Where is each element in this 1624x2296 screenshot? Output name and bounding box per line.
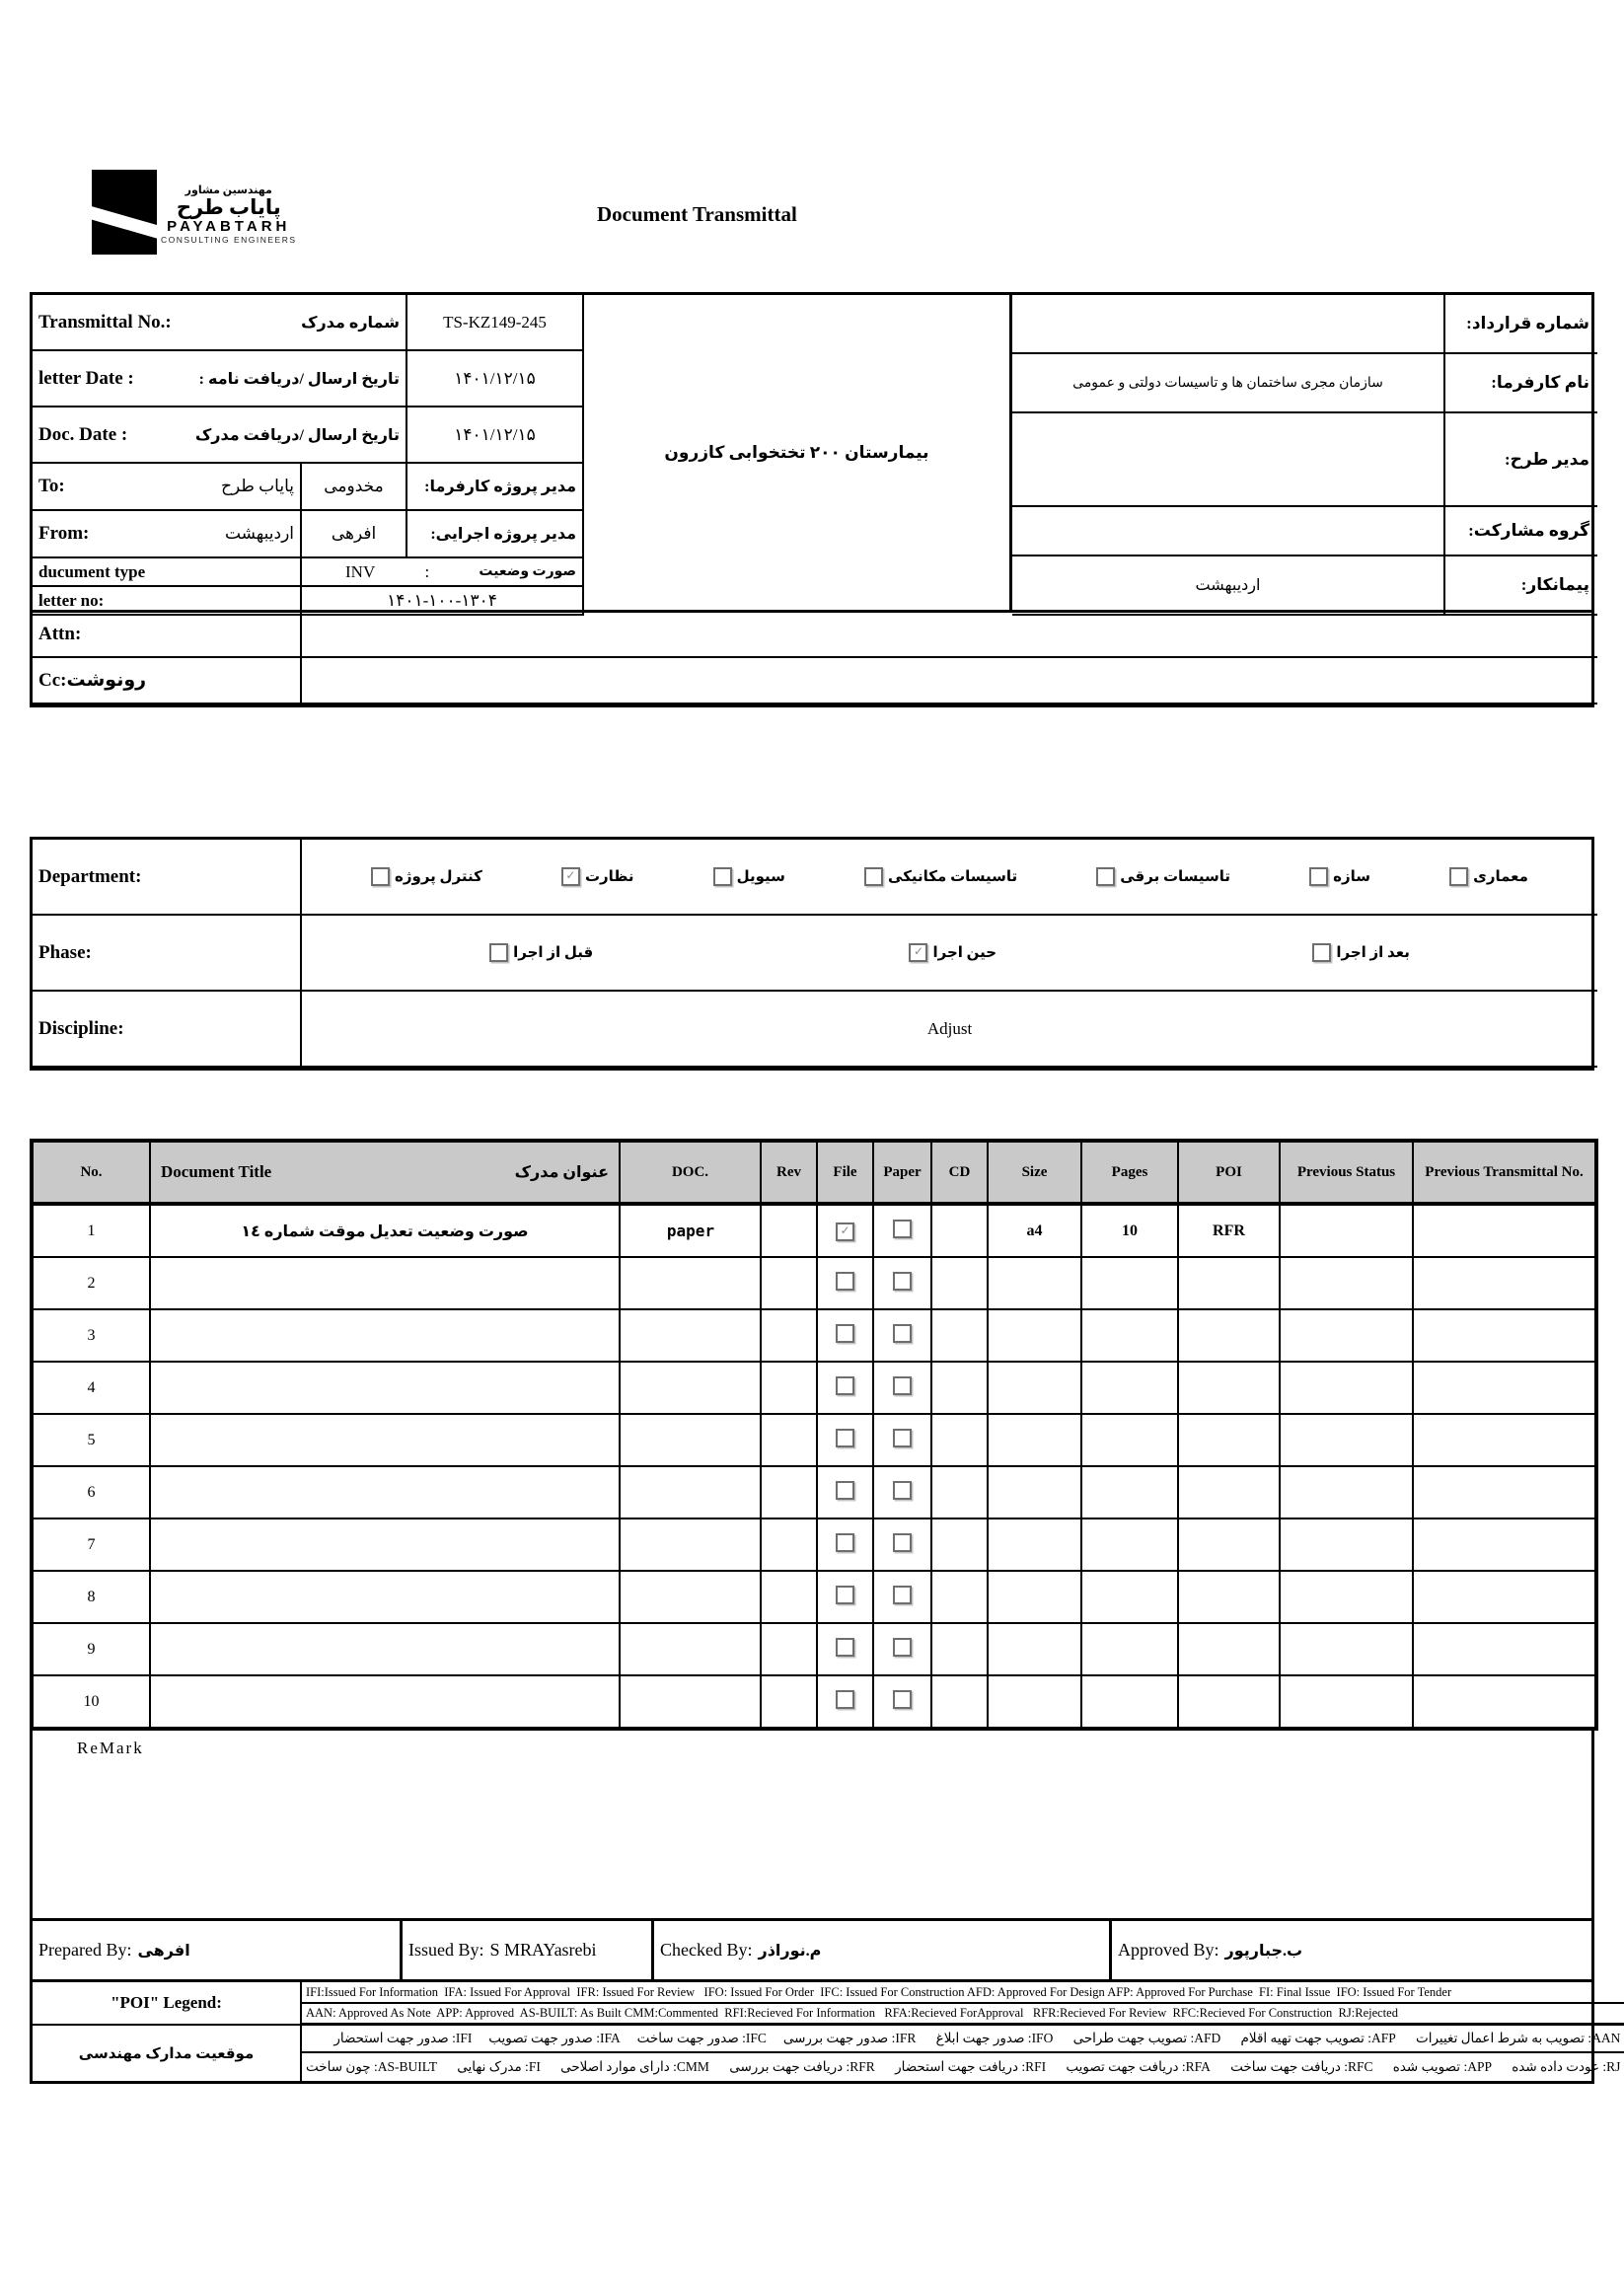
cell-poi bbox=[1178, 1257, 1280, 1309]
logo-fa-tagline: مهندسین مشاور bbox=[185, 185, 272, 196]
cell-title: صورت وضعیت تعدیل موقت شماره ١٤ bbox=[150, 1204, 620, 1257]
approved-by-value: ب.جبارپور bbox=[1224, 1942, 1303, 1960]
to-label: To: bbox=[38, 476, 65, 496]
cell-size bbox=[988, 1518, 1081, 1571]
cell-rev bbox=[761, 1571, 817, 1623]
paper-checkbox[interactable] bbox=[893, 1324, 912, 1343]
cell-title bbox=[150, 1362, 620, 1414]
checked-by-label: Checked By: bbox=[660, 1940, 753, 1960]
phase-option bbox=[489, 943, 593, 962]
cell-cd bbox=[931, 1571, 988, 1623]
cell-title bbox=[150, 1309, 620, 1362]
cell-doc bbox=[620, 1466, 761, 1518]
transmittal-no-label-cell bbox=[33, 295, 407, 351]
poi-legend-en-line2: AAN: Approved As Note APP: Approved AS-BUILT: As Built CMM:Commented RFI:Recieved For Information RFA:Recieved ForApproval RFR:Recieved For Review RFC:Recieved For Construction RJ:Rejected bbox=[302, 2004, 1624, 2026]
doc-date-label: Doc. Date : bbox=[38, 423, 128, 445]
from-person: افرهی bbox=[302, 511, 407, 558]
letter-date-label-fa: تاریخ ارسال /دریافت نامه : bbox=[198, 370, 400, 388]
file-checkbox[interactable] bbox=[836, 1481, 854, 1500]
client-name-value: سازمان مجری ساختمان ها و تاسیسات دولتی و عمومی bbox=[1012, 354, 1443, 413]
paper-checkbox[interactable] bbox=[893, 1272, 912, 1291]
document-row bbox=[32, 1204, 1596, 1257]
department-option-label: تاسیسات مکانیکی bbox=[888, 869, 1018, 885]
cell-poi bbox=[1178, 1309, 1280, 1362]
cell-poi bbox=[1178, 1466, 1280, 1518]
letter-no-value: ۱۴۰۱-۱۰۰-۱۳۰۴ bbox=[387, 590, 497, 610]
discipline-value: Adjust bbox=[926, 1018, 973, 1038]
cell-size: a4 bbox=[988, 1204, 1081, 1257]
approved-by-cell bbox=[1112, 1921, 1591, 1979]
cell-doc bbox=[620, 1362, 761, 1414]
cell-no: 3 bbox=[32, 1309, 150, 1362]
cell-size bbox=[988, 1675, 1081, 1729]
file-checkbox[interactable] bbox=[836, 1533, 854, 1552]
contract-no-value[interactable] bbox=[1012, 295, 1443, 354]
paper-checkbox[interactable] bbox=[893, 1690, 912, 1709]
letter-date-label-cell bbox=[33, 351, 407, 407]
document-table-header-row bbox=[32, 1141, 1596, 1204]
phase-option-label: قبل از اجرا bbox=[513, 945, 594, 961]
logo-fa-name: پایاب طرح bbox=[176, 195, 281, 219]
paper-checkbox[interactable] bbox=[893, 1220, 912, 1238]
doc-date-label-fa: تاریخ ارسال /دریافت مدرک bbox=[194, 426, 400, 444]
cell-prev-status bbox=[1280, 1623, 1413, 1675]
department-option bbox=[713, 867, 785, 886]
cell-prev-status bbox=[1280, 1675, 1413, 1729]
cell-pages bbox=[1081, 1518, 1178, 1571]
cell-no: 2 bbox=[32, 1257, 150, 1309]
checked-by-value: م.نوراذر bbox=[758, 1942, 822, 1960]
document-row bbox=[32, 1675, 1596, 1729]
cell-no: 8 bbox=[32, 1571, 150, 1623]
cell-pages bbox=[1081, 1623, 1178, 1675]
cell-no: 7 bbox=[32, 1518, 150, 1571]
department-options bbox=[302, 840, 1597, 916]
paper-checkbox[interactable] bbox=[893, 1533, 912, 1552]
cell-prev-transmittal bbox=[1413, 1571, 1596, 1623]
cell-poi bbox=[1178, 1518, 1280, 1571]
phase-options bbox=[302, 916, 1597, 992]
letter-no-label-cell bbox=[33, 587, 302, 616]
poi-legend-label-fa: موقعیت مدارک مهندسی bbox=[78, 2045, 255, 2062]
col-header-title bbox=[150, 1141, 620, 1204]
cc-value[interactable] bbox=[302, 658, 1597, 704]
department-checkbox[interactable] bbox=[1309, 867, 1328, 886]
department-option bbox=[561, 867, 634, 886]
poi-legend-fa-line1: AAN: تصویب به شرط اعمال تغییرات AFP: تصویب جهت تهیه اقلام AFD: تصویب جهت طراحی IFO: صدور جهت ابلاغ IFR: صدور جهت بررسی IFC: صدور جهت ساخت IFA: صدور جهت تصویب IFI: صدور جهت استحضار bbox=[302, 2026, 1624, 2053]
paper-checkbox[interactable] bbox=[893, 1586, 912, 1604]
cell-prev-status bbox=[1280, 1518, 1413, 1571]
cell-prev-status bbox=[1280, 1414, 1413, 1466]
col-header-doc: DOC. bbox=[620, 1141, 761, 1204]
cell-rev bbox=[761, 1623, 817, 1675]
department-option-label: تاسیسات برقی bbox=[1120, 869, 1231, 885]
prepared-by-cell bbox=[33, 1921, 403, 1979]
contractor-label: پیمانکار: bbox=[1443, 556, 1597, 616]
cell-doc bbox=[620, 1309, 761, 1362]
document-row bbox=[32, 1623, 1596, 1675]
transmittal-no-label: Transmittal No.: bbox=[38, 311, 172, 333]
file-checkbox[interactable] bbox=[836, 1429, 854, 1447]
col-header-title-en: Document Title bbox=[161, 1162, 272, 1181]
cell-size bbox=[988, 1309, 1081, 1362]
cell-doc: paper bbox=[620, 1204, 761, 1257]
phase-option bbox=[1312, 943, 1409, 962]
cell-rev bbox=[761, 1204, 817, 1257]
phase-option-label: بعد از اجرا bbox=[1336, 945, 1410, 961]
header-table bbox=[30, 292, 1594, 613]
cell-cd bbox=[931, 1675, 988, 1729]
poi-legend-en-line1: IFI:Issued For Information IFA: Issued For Approval IFR: Issued For Review IFO: Issued For Order IFC: Issued For Construction AFD: Approved For Design AFP: Approved For Purchase FI: Final Issue IFO: Issued For Tender bbox=[302, 1982, 1624, 2004]
doc-table-body bbox=[32, 1204, 1596, 1729]
client-pm-label: مدیر پروژه کارفرما: bbox=[407, 464, 584, 511]
page-header bbox=[30, 0, 1594, 292]
cell-title bbox=[150, 1675, 620, 1729]
col-header-no: No. bbox=[32, 1141, 150, 1204]
cell-pages bbox=[1081, 1257, 1178, 1309]
document-row bbox=[32, 1518, 1596, 1571]
phase-checkbox[interactable] bbox=[1312, 943, 1331, 962]
doc-type-value: INV bbox=[345, 561, 376, 581]
project-name: بیمارستان ۲۰۰ تختخوابی کازرون bbox=[664, 442, 929, 462]
letter-date-label: letter Date : bbox=[38, 367, 134, 389]
cell-prev-status bbox=[1280, 1571, 1413, 1623]
cell-doc bbox=[620, 1675, 761, 1729]
cell-title bbox=[150, 1518, 620, 1571]
attn-label: Attn: bbox=[33, 613, 302, 658]
cell-cd bbox=[931, 1414, 988, 1466]
cell-size bbox=[988, 1257, 1081, 1309]
letter-date-value: ۱۴۰۱/۱۲/۱۵ bbox=[454, 368, 536, 388]
file-checkbox[interactable] bbox=[836, 1638, 854, 1657]
from-value: اردیبهشت bbox=[224, 524, 294, 543]
cell-cd bbox=[931, 1518, 988, 1571]
project-name-cell bbox=[584, 295, 1012, 610]
transmittal-no-value: TS-KZ149-245 bbox=[407, 295, 584, 351]
paper-checkbox[interactable] bbox=[893, 1429, 912, 1447]
col-header-rev: Rev bbox=[761, 1141, 817, 1204]
discipline-value-cell bbox=[302, 992, 1597, 1068]
to-cell bbox=[33, 464, 302, 511]
cell-poi bbox=[1178, 1675, 1280, 1729]
cell-rev bbox=[761, 1414, 817, 1466]
cell-cd bbox=[931, 1204, 988, 1257]
contractor-value: اردیبهشت bbox=[1012, 556, 1443, 616]
doc-type-value-cell bbox=[302, 558, 584, 587]
cell-poi bbox=[1178, 1362, 1280, 1414]
department-option bbox=[1096, 867, 1230, 886]
to-value: پایاب طرح bbox=[221, 477, 294, 495]
department-checkbox[interactable] bbox=[1449, 867, 1468, 886]
cell-pages bbox=[1081, 1309, 1178, 1362]
col-header-size: Size bbox=[988, 1141, 1081, 1204]
cell-prev-transmittal bbox=[1413, 1518, 1596, 1571]
col-header-pages: Pages bbox=[1081, 1141, 1178, 1204]
poi-legend-label: "POI" Legend: bbox=[33, 1982, 300, 2026]
document-row bbox=[32, 1466, 1596, 1518]
department-label: Department: bbox=[33, 840, 302, 916]
cell-prev-transmittal bbox=[1413, 1204, 1596, 1257]
cell-pages bbox=[1081, 1414, 1178, 1466]
cell-no: 5 bbox=[32, 1414, 150, 1466]
cell-prev-status bbox=[1280, 1309, 1413, 1362]
remark-area[interactable] bbox=[30, 1731, 1594, 1921]
classification-table bbox=[30, 837, 1594, 1071]
doc-type-label: ducument type bbox=[38, 561, 146, 581]
cell-no: 9 bbox=[32, 1623, 150, 1675]
doc-type-fa: صورت وضعیت bbox=[479, 564, 576, 579]
paper-checkbox[interactable] bbox=[893, 1638, 912, 1657]
cell-no: 4 bbox=[32, 1362, 150, 1414]
cell-cd bbox=[931, 1309, 988, 1362]
company-logo bbox=[92, 170, 297, 255]
cell-prev-status bbox=[1280, 1204, 1413, 1257]
cell-doc bbox=[620, 1414, 761, 1466]
doc-type-label-cell bbox=[33, 558, 302, 587]
col-header-poi: POI bbox=[1178, 1141, 1280, 1204]
poi-legend bbox=[30, 1982, 1621, 2084]
department-option-label: سیویل bbox=[736, 869, 785, 885]
department-option-label: نظارت bbox=[584, 869, 634, 885]
department-checkbox[interactable] bbox=[1096, 867, 1115, 886]
cell-prev-transmittal bbox=[1413, 1309, 1596, 1362]
partnership-group-value[interactable] bbox=[1012, 507, 1443, 556]
file-checkbox[interactable] bbox=[836, 1324, 854, 1343]
logo-company-name: PAYABTARH bbox=[167, 218, 291, 236]
remark-label: ReMark bbox=[77, 1739, 144, 1757]
cell-poi bbox=[1178, 1623, 1280, 1675]
phase-checkbox[interactable]: ✓ bbox=[909, 943, 927, 962]
col-header-prev-status: Previous Status bbox=[1280, 1141, 1413, 1204]
from-cell bbox=[33, 511, 302, 558]
cell-doc bbox=[620, 1257, 761, 1309]
partnership-group-label: گروه مشارکت: bbox=[1443, 507, 1597, 556]
cell-rev bbox=[761, 1362, 817, 1414]
col-header-cd: CD bbox=[931, 1141, 988, 1204]
letter-no-label: letter no: bbox=[38, 590, 105, 610]
department-option bbox=[864, 867, 1017, 886]
file-checkbox[interactable] bbox=[836, 1586, 854, 1604]
cell-size bbox=[988, 1362, 1081, 1414]
file-checkbox[interactable] bbox=[836, 1690, 854, 1709]
approved-by-label: Approved By: bbox=[1118, 1940, 1219, 1960]
doc-date-value: ۱۴۰۱/۱۲/۱۵ bbox=[454, 424, 536, 444]
signatures-row bbox=[30, 1921, 1594, 1982]
cell-cd bbox=[931, 1623, 988, 1675]
file-checkbox[interactable] bbox=[836, 1272, 854, 1291]
paper-checkbox[interactable] bbox=[893, 1376, 912, 1395]
cell-pages bbox=[1081, 1466, 1178, 1518]
cell-prev-transmittal bbox=[1413, 1466, 1596, 1518]
cell-rev bbox=[761, 1518, 817, 1571]
department-option-label: کنترل پروژه bbox=[395, 869, 482, 885]
cell-pages bbox=[1081, 1675, 1178, 1729]
discipline-label: Discipline: bbox=[33, 992, 302, 1068]
cell-doc bbox=[620, 1623, 761, 1675]
to-person: مخدومی bbox=[302, 464, 407, 511]
department-checkbox[interactable] bbox=[713, 867, 732, 886]
document-row bbox=[32, 1571, 1596, 1623]
cell-doc bbox=[620, 1518, 761, 1571]
document-row bbox=[32, 1362, 1596, 1414]
cell-pages: 10 bbox=[1081, 1204, 1178, 1257]
client-name-label: نام کارفرما: bbox=[1443, 354, 1597, 413]
col-header-title-fa: عنوان مدرک bbox=[514, 1164, 609, 1181]
cell-prev-transmittal bbox=[1413, 1257, 1596, 1309]
cell-doc bbox=[620, 1571, 761, 1623]
cell-title bbox=[150, 1571, 620, 1623]
file-checkbox[interactable] bbox=[836, 1376, 854, 1395]
cell-cd bbox=[931, 1466, 988, 1518]
col-header-paper: Paper bbox=[873, 1141, 931, 1204]
cell-title bbox=[150, 1414, 620, 1466]
cell-poi: RFR bbox=[1178, 1204, 1280, 1257]
cell-cd bbox=[931, 1362, 988, 1414]
cell-prev-transmittal bbox=[1413, 1362, 1596, 1414]
cell-no: 10 bbox=[32, 1675, 150, 1729]
cell-prev-status bbox=[1280, 1466, 1413, 1518]
cell-title bbox=[150, 1257, 620, 1309]
design-manager-value[interactable] bbox=[1012, 413, 1443, 507]
logo-mark-icon bbox=[92, 170, 157, 255]
cell-prev-status bbox=[1280, 1257, 1413, 1309]
department-option bbox=[1309, 867, 1370, 886]
file-checkbox[interactable]: ✓ bbox=[836, 1222, 854, 1241]
phase-option bbox=[909, 943, 997, 962]
cell-rev bbox=[761, 1257, 817, 1309]
transmittal-no-label-fa: شماره مدرک bbox=[301, 314, 400, 332]
department-checkbox[interactable] bbox=[864, 867, 883, 886]
department-option bbox=[371, 867, 482, 886]
document-table bbox=[30, 1139, 1598, 1731]
cell-pages bbox=[1081, 1571, 1178, 1623]
attn-value[interactable] bbox=[302, 613, 1597, 658]
header-table-bottom bbox=[30, 613, 1594, 707]
cell-size bbox=[988, 1623, 1081, 1675]
from-label: From: bbox=[38, 523, 90, 544]
cell-cd bbox=[931, 1257, 988, 1309]
phase-checkbox[interactable] bbox=[489, 943, 508, 962]
phase-label: Phase: bbox=[33, 916, 302, 992]
cell-size bbox=[988, 1466, 1081, 1518]
logo-tagline: CONSULTING ENGINEERS bbox=[161, 235, 297, 246]
department-option-label: سازه bbox=[1333, 869, 1371, 885]
cell-no: 1 bbox=[32, 1204, 150, 1257]
document-row bbox=[32, 1257, 1596, 1309]
cell-prev-status bbox=[1280, 1362, 1413, 1414]
department-checkbox[interactable]: ✓ bbox=[561, 867, 580, 886]
paper-checkbox[interactable] bbox=[893, 1481, 912, 1500]
department-option-label: معماری bbox=[1473, 869, 1528, 885]
cell-prev-transmittal bbox=[1413, 1414, 1596, 1466]
cell-title bbox=[150, 1623, 620, 1675]
issued-by-cell bbox=[403, 1921, 654, 1979]
doc-type-colon: : bbox=[424, 561, 430, 581]
department-option bbox=[1449, 867, 1528, 886]
cc-label: Cc:رونوشت bbox=[33, 658, 302, 704]
issued-by-value: S MRAYasrebi bbox=[489, 1940, 597, 1960]
cell-poi bbox=[1178, 1571, 1280, 1623]
phase-option-label: حین اجرا bbox=[932, 945, 997, 961]
cell-no: 6 bbox=[32, 1466, 150, 1518]
poi-legend-fa-line2: RJ: عودت داده شده APP: تصویب شده RFC: دریافت جهت ساخت RFA: دریافت جهت تصویب RFI: دریافت جهت استحضار RFR: دریافت جهت بررسی CMM: دارای موارد اصلاحی FI: مدرک نهایی AS-BUILT: چون ساخت bbox=[306, 2059, 1621, 2074]
page-title: Document Transmittal bbox=[597, 202, 797, 226]
cell-rev bbox=[761, 1675, 817, 1729]
cell-prev-transmittal bbox=[1413, 1623, 1596, 1675]
checked-by-cell bbox=[654, 1921, 1112, 1979]
design-manager-label: مدیر طرح: bbox=[1443, 413, 1597, 507]
issued-by-label: Issued By: bbox=[408, 1940, 484, 1960]
col-header-file: File bbox=[817, 1141, 873, 1204]
cell-prev-transmittal bbox=[1413, 1675, 1596, 1729]
cell-size bbox=[988, 1414, 1081, 1466]
cell-rev bbox=[761, 1466, 817, 1518]
document-row bbox=[32, 1414, 1596, 1466]
cell-rev bbox=[761, 1309, 817, 1362]
doc-date-label-cell bbox=[33, 407, 407, 464]
cell-title bbox=[150, 1466, 620, 1518]
cell-poi bbox=[1178, 1414, 1280, 1466]
cell-size bbox=[988, 1571, 1081, 1623]
col-header-prev-transmittal: Previous Transmittal No. bbox=[1413, 1141, 1596, 1204]
cell-pages bbox=[1081, 1362, 1178, 1414]
document-row bbox=[32, 1309, 1596, 1362]
department-checkbox[interactable] bbox=[371, 867, 390, 886]
exec-pm-label: مدیر پروژه اجرایی: bbox=[407, 511, 584, 558]
contract-no-label: شماره قرارداد: bbox=[1443, 295, 1597, 354]
prepared-by-value: افرهی bbox=[137, 1942, 190, 1960]
prepared-by-label: Prepared By: bbox=[38, 1940, 132, 1960]
